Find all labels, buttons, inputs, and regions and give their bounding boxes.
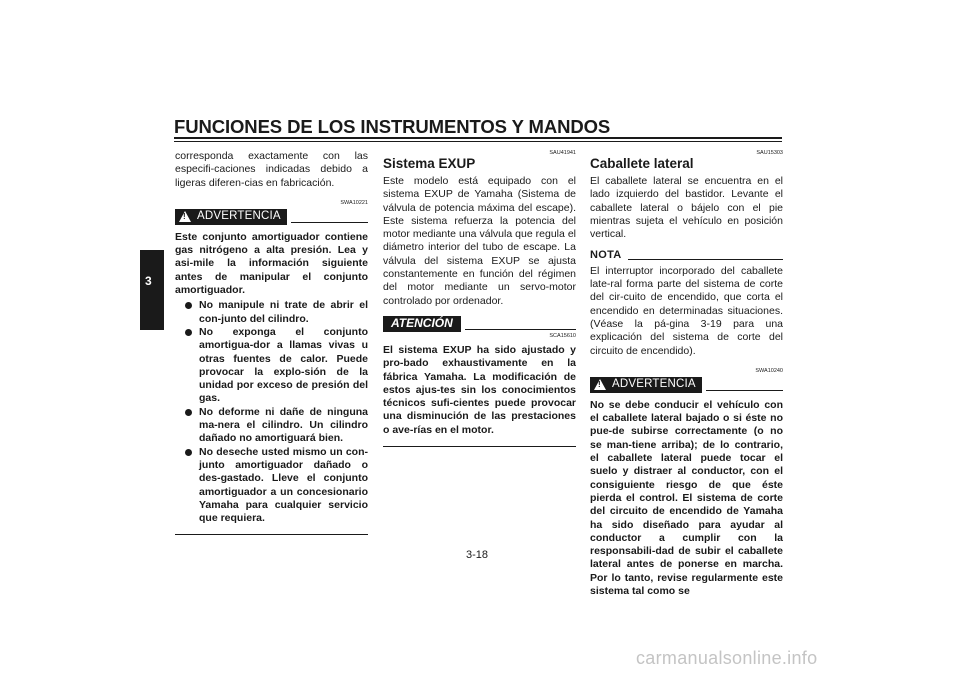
column-right: [590, 150, 783, 598]
warning-rule: [706, 390, 783, 391]
title-rule-thin: [174, 141, 782, 142]
section-title-caballete: Caballete lateral: [590, 156, 694, 171]
atencion-header: [383, 316, 576, 332]
chapter-tab: [140, 250, 164, 330]
reference-code: SCA15610: [549, 332, 576, 339]
warning-badge: [590, 377, 702, 393]
warning-header: [590, 377, 783, 393]
list-item: No manipule ni trate de abrir el con-junto del cilindro.: [185, 299, 368, 326]
section-end-rule: [175, 534, 368, 535]
warning-text: No se debe conducir el vehículo con el caballete lateral bajado o si éste no pue-de subirse correctamente (o no se man-tiene arriba); de lo contrario, el caballete lateral puede tocar el suelo y distraer al conductor, con el consiguiente riesgo de que éste pierda el control. El sistema de corte del circuito de encendido de Yamaha ha sido diseñado para ayudar al conductor a cumplir con la responsabili-dad de subir el caballete lateral antes de ponerse en marcha. Por lo tanto, revise regularmente este sistema tal como se: [590, 398, 783, 598]
reference-code: SAU15303: [756, 150, 783, 156]
warning-bullet-list: [175, 299, 368, 525]
reference-code: SWA10221: [340, 199, 368, 206]
atencion-rule: [465, 329, 576, 330]
warning-triangle-icon: !: [594, 379, 606, 390]
nota-header: [590, 249, 783, 262]
page-number: 3-18: [466, 549, 489, 561]
title-rule: [174, 137, 782, 139]
warning-badge: [175, 209, 287, 225]
reference-code: SWA10240: [755, 367, 783, 374]
reference-code: SAU41941: [549, 150, 576, 156]
nota-label: NOTA: [590, 249, 622, 262]
list-item: No exponga el conjunto amortigua-dor a llamas vivas u otras fuentes de calor. Puede provocar la explo-sión de la unidad por exceso de presión del gas.: [185, 326, 368, 406]
intro-paragraph: corresponda exactamente con las especifi-caciones indicadas debido a ligeras diferen-cias en fabricación.: [175, 150, 368, 189]
warning-label: ADVERTENCIA: [612, 378, 696, 391]
bullet-icon: [185, 302, 192, 309]
column-left: [175, 150, 368, 535]
atencion-text: El sistema EXUP ha sido ajustado y pro-bado exhaustivamente en la fábrica Yamaha. La modificación de estos ajus-tes sin los conocimientos técnicos sufi-cientes puede provocar una disminución de las prestaciones o ave-rías en el motor.: [383, 343, 576, 436]
list-item: No deseche usted mismo un con-junto amortiguador dañado o des-gastado. Lleve el conjunto amortiguador a un concesionario Yamaha para cualquier servicio que requiera.: [185, 446, 368, 526]
bullet-icon: [185, 409, 192, 416]
warning-text: Este conjunto amortiguador contiene gas nitrógeno a alta presión. Lea y asi-mile la información siguiente antes de manipular el conjunto amortiguador.: [175, 230, 368, 297]
caballete-paragraph: El caballete lateral se encuentra en el lado izquierdo del bastidor. Levante el caballete lateral o bájelo con el pie mientras sujeta el vehículo en posición vertical.: [590, 175, 783, 241]
warning-triangle-icon: !: [179, 211, 191, 222]
column-middle: [383, 150, 576, 447]
exup-paragraph: Este modelo está equipado con el sistema EXUP de Yamaha (Sistema de válvula de potencia máxima del escape). Este sistema refuerza la potencia del motor mediante una válvula que regula el diámetro interior del tubo de escape. La válvula del sistema EXUP se ajusta constantemente en función del régimen del motor mediante un servo-motor controlado por ordenador.: [383, 175, 576, 307]
warning-label: ADVERTENCIA: [197, 210, 281, 223]
bullet-icon: [185, 449, 192, 456]
atencion-badge: ATENCIÓN: [383, 316, 461, 332]
page-title: FUNCIONES DE LOS INSTRUMENTOS Y MANDOS: [174, 116, 611, 137]
watermark: carmanualsonline.info: [636, 648, 818, 668]
nota-text: El interruptor incorporado del caballete late-ral forma parte del sistema de corte del cir-cuito de encendido, que corta el encendido en determinadas situaciones. (Véase la pá-gina 3-19 para una explicación del sistema de corte del circuito de encendido).: [590, 264, 783, 357]
chapter-number: 3: [145, 274, 152, 288]
nota-rule: [628, 259, 783, 260]
warning-rule: [291, 222, 368, 223]
bullet-icon: [185, 329, 192, 336]
section-title-exup: Sistema EXUP: [383, 156, 476, 171]
warning-header: [175, 209, 368, 225]
section-end-rule: [383, 446, 576, 447]
list-item: No deforme ni dañe de ninguna ma-nera el cilindro. Un cilindro dañado no amortiguará bien.: [185, 406, 368, 446]
